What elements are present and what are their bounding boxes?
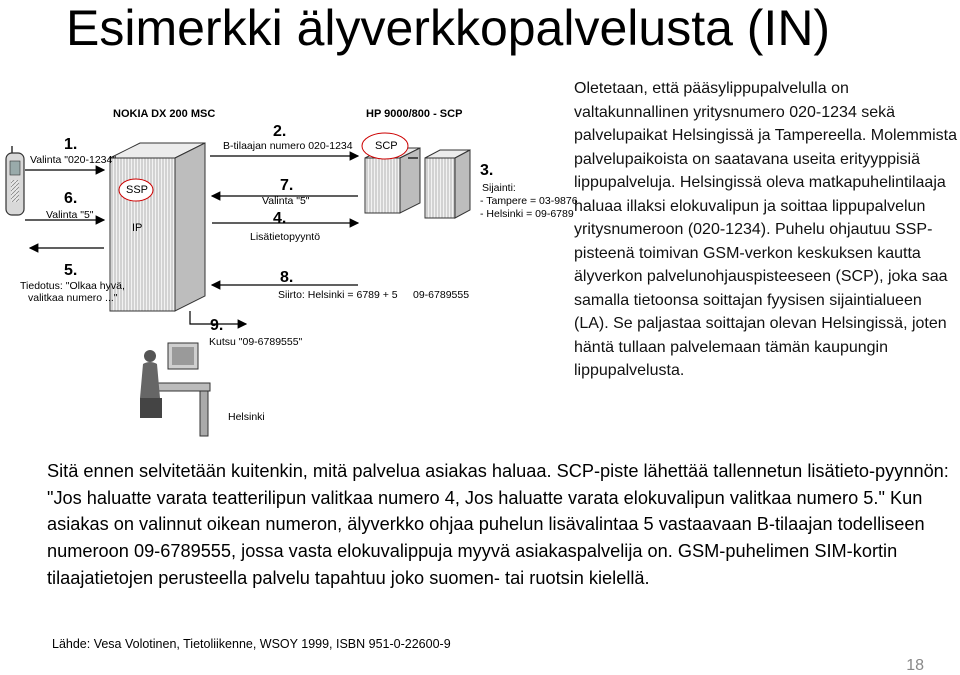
- msc-label: NOKIA DX 200 MSC: [113, 108, 216, 120]
- step-8-number: 8.: [280, 269, 294, 286]
- step-3-line3: - Helsinki = 09-6789: [480, 208, 574, 220]
- step-3-line1: Sijainti:: [482, 182, 516, 194]
- page-number: 18: [906, 657, 924, 674]
- slide-title: Esimerkki älyverkkopalvelusta (IN): [66, 0, 831, 56]
- ssp-label: SSP: [126, 184, 149, 196]
- in-service-diagram: [0, 98, 578, 450]
- scp-label: SCP: [375, 140, 398, 152]
- step-5-number: 5.: [64, 262, 78, 279]
- step-5-line2: valitkaa numero ...": [28, 292, 118, 304]
- step-7-text: Valinta "5": [262, 195, 310, 207]
- step-1-number: 1.: [64, 136, 78, 153]
- hp-scp-label: HP 9000/800 - SCP: [366, 108, 463, 120]
- ip-label: IP: [132, 222, 143, 234]
- step-3-number: 3.: [480, 162, 494, 179]
- source-citation: Lähde: Vesa Volotinen, Tietoliikenne, WSOY 1999, ISBN 951-0-22600-9: [52, 637, 451, 651]
- step-6-text: Valinta "5": [46, 209, 94, 221]
- helsinki-label: Helsinki: [228, 411, 265, 423]
- step-2-text: B-tilaajan numero 020-1234: [223, 140, 353, 152]
- step-4-number: 4.: [273, 210, 287, 227]
- step-2-number: 2.: [273, 123, 287, 140]
- mobile-phone-icon: [6, 146, 24, 215]
- step-6-number: 6.: [64, 190, 78, 207]
- server-icon: [425, 150, 470, 218]
- step-5-line1: Tiedotus: "Olkaa hyvä,: [20, 280, 125, 292]
- step-3-line2: - Tampere = 03-9876: [480, 195, 578, 207]
- step-9-text: Kutsu "09-6789555": [209, 336, 303, 348]
- step-8-text: Siirto: Helsinki = 6789 + 5: [278, 289, 398, 301]
- step-9-number: 9.: [210, 317, 224, 334]
- step-1-text: Valinta "020-1234": [30, 154, 117, 166]
- step-4-text: Lisätietopyyntö: [250, 231, 321, 243]
- body-paragraph: Sitä ennen selvitetään kuitenkin, mitä palvelua asiakas haluaa. SCP-piste lähettää tallennetun lisätieto-pyynnön: "Jos haluatte varata teatterilipun valitkaa numero 4, Jos haluatte varata elokuvalipun valitkaa numero 5." Kun asiakas on valinnut oikean numeron, älyverkko ohjaa puhelun lisävalintaa 5 vastaavaan B-tilaajan todelliseen numeroon 09-6789555, jossa vasta elokuvalippuja myyvä asiakaspalvelija on. GSM-puhelimen SIM-kortin tilaajatietojen perusteella palvelu tapahtuu joko suomen- tai ruotsin kielellä.: [47, 461, 949, 588]
- step-8-result: 09-6789555: [413, 289, 470, 301]
- scenario-paragraph: Oletetaan, että pääsylippupalvelulla on valtakunnallinen yritysnumero 020-1234 sekä palvelupaikat Helsingissä ja Tampereella. Molemmista palvelupaikoista on saatavana useita erityyppisiä lippupalveluja. Helsingissä oleva matkapuhelintilaaja haluaa illaksi elokuvalipun ja soittaa lippupalvelun yritysnumeroon (020-1234). Puhelu ohjautuu SSP-pisteenä toimivan GSM-verkon keskuksen kautta älyverkon palvelunohjauspisteeseen (SCP), joka saa samalla tietoonsa soittajan fyysisen sijaintialueen (LA). Se paljastaa soittajan olevan Helsingissä, joten häntä tullaan palvelemaan tämän kaupungin lippupalvelusta.: [574, 80, 957, 379]
- customer-service-workstation-icon: [140, 343, 210, 436]
- step-7-number: 7.: [280, 177, 294, 194]
